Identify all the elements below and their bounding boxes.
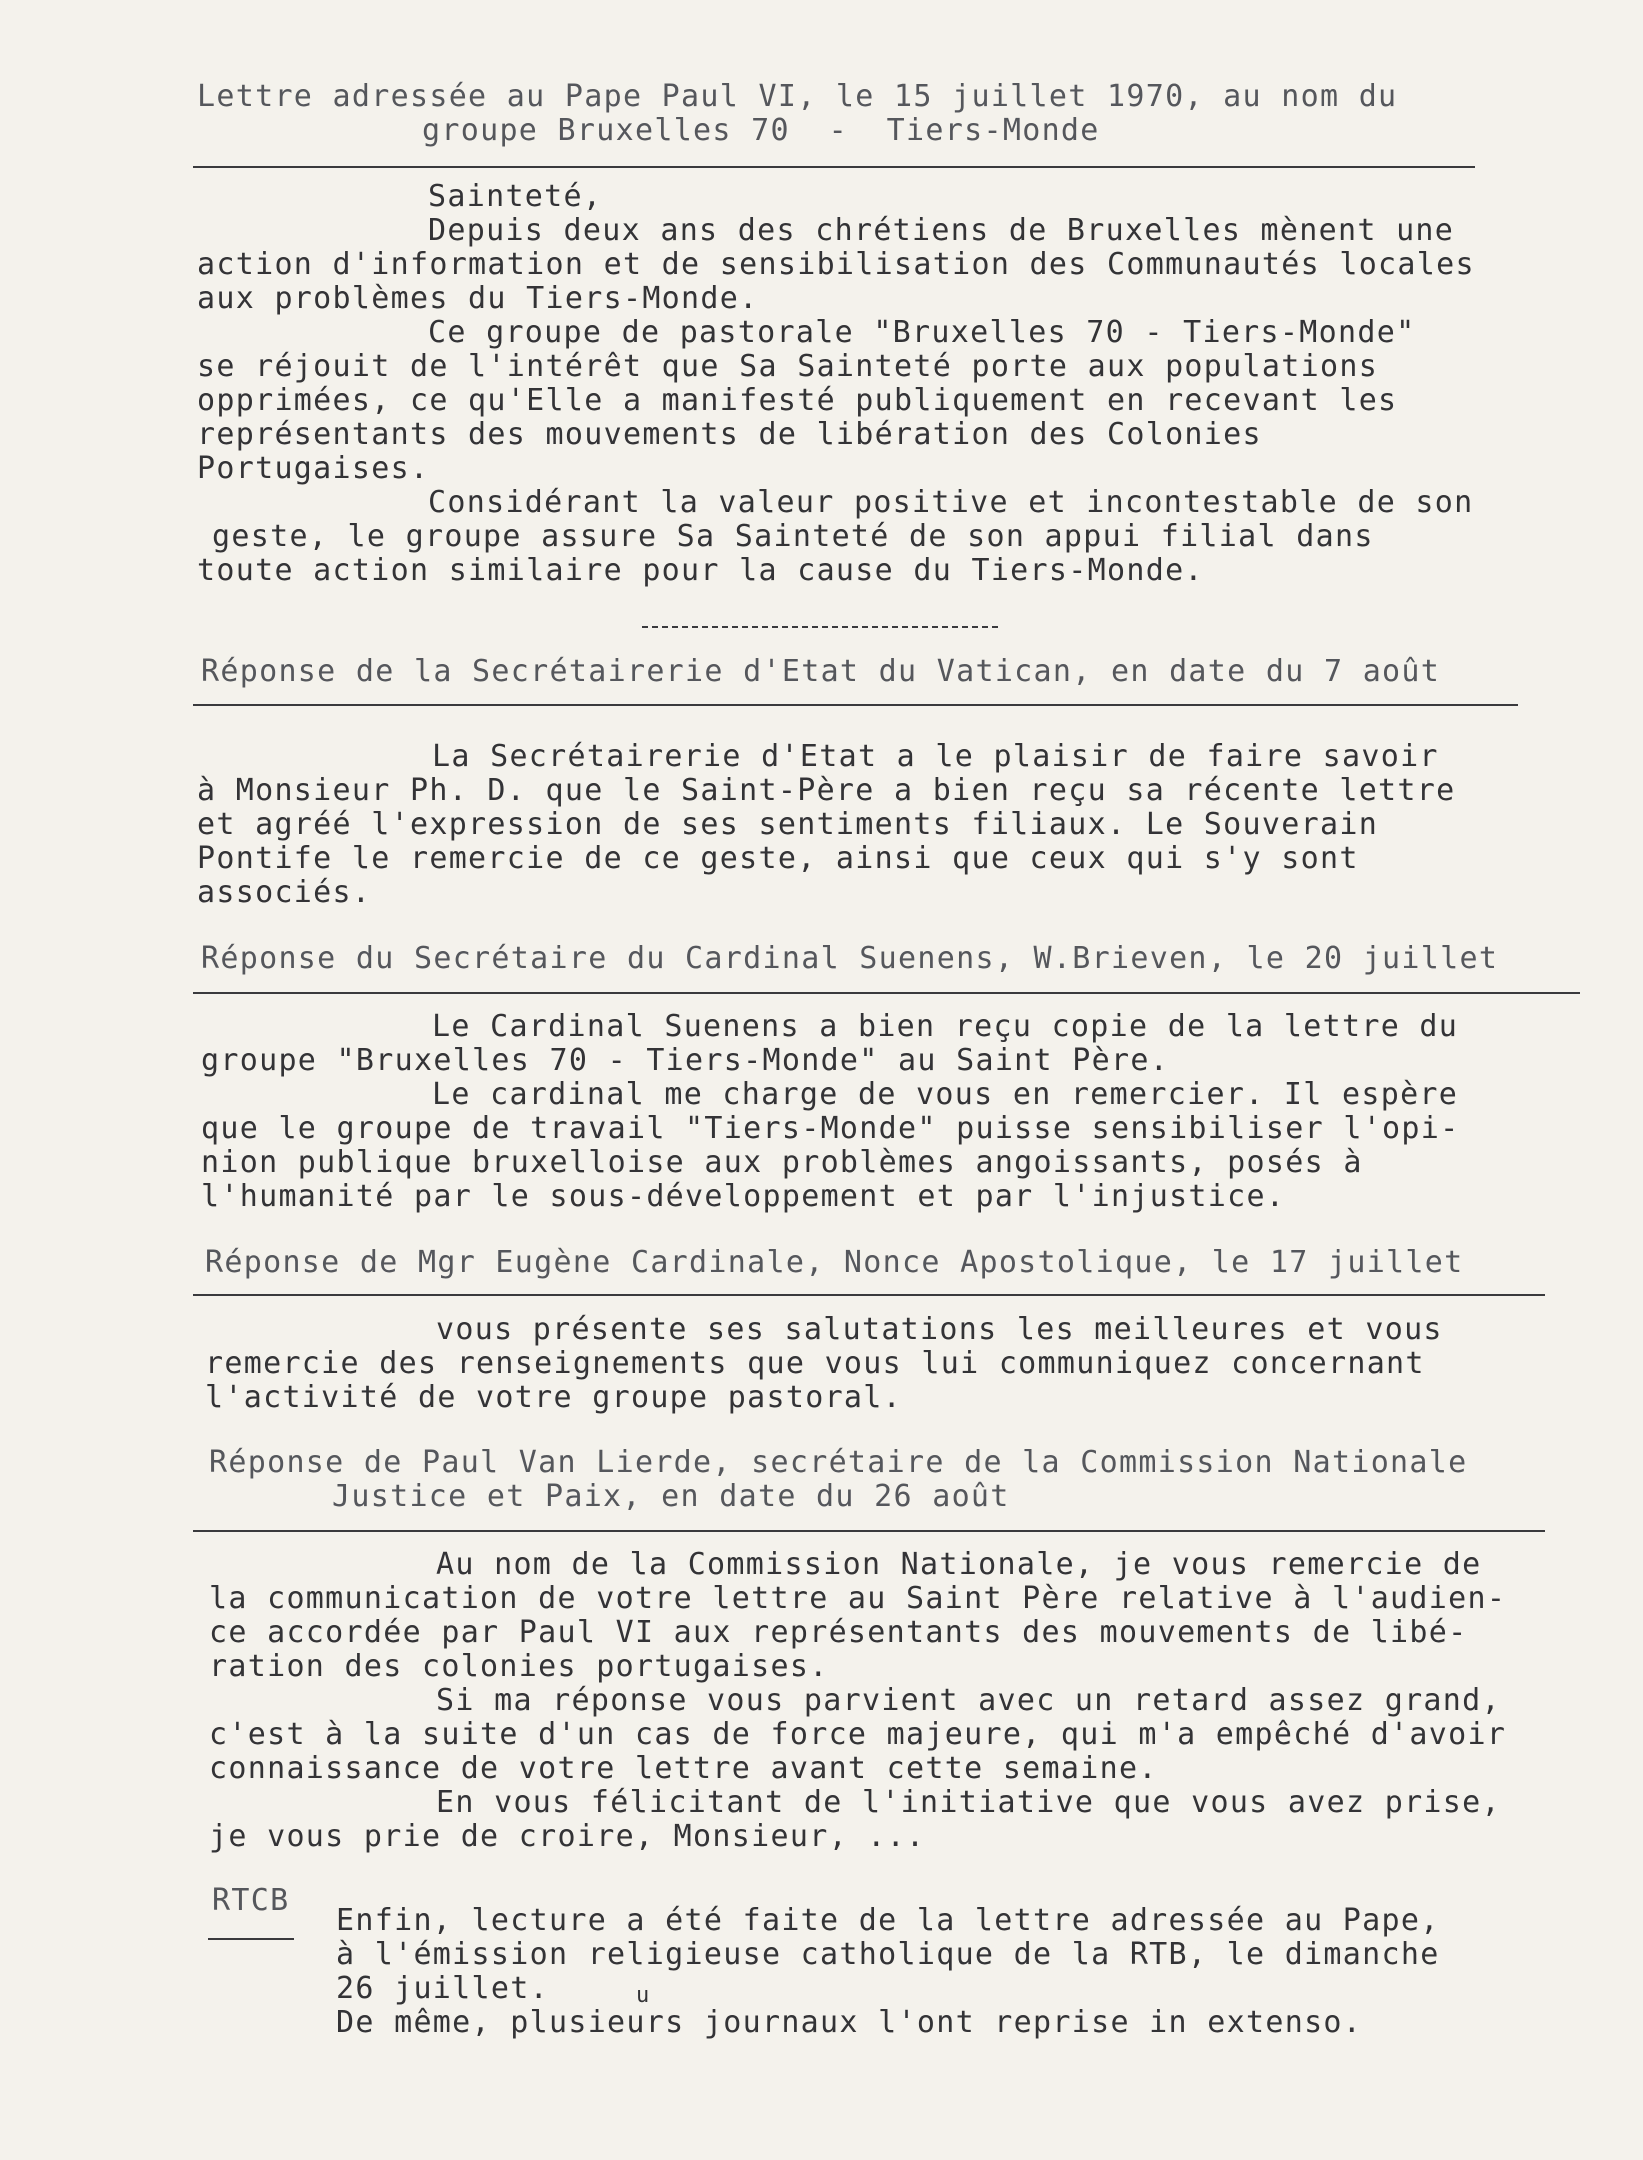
reply-line: La Secrétairerie d'Etat a le plaisir de faire savoir [432, 739, 1439, 774]
rtcb-line: 26 juillet. [336, 1971, 549, 2006]
reply-heading-underline [193, 1294, 1545, 1296]
document-title-line-1: Lettre adressée au Pape Paul VI, le 15 juillet 1970, au nom du [197, 79, 1398, 114]
reply-line: je vous prie de croire, Monsieur, ... [209, 1819, 926, 1854]
reply-line: c'est à la suite d'un cas de force majeure, qui m'a empêché d'avoir [209, 1717, 1507, 1752]
reply-heading-underline [193, 1530, 1545, 1532]
letter-line: Considérant la valeur positive et incontestable de son [428, 485, 1474, 520]
letter-line: aux problèmes du Tiers-Monde. [197, 281, 759, 316]
reply-line: et agréé l'expression de ses sentiments filiaux. Le Souverain [197, 807, 1379, 842]
letter-line: action d'information et de sensibilisation des Communautés locales [197, 247, 1475, 282]
reply-line: ration des colonies portugaises. [209, 1649, 829, 1684]
reply-line: En vous félicitant de l'initiative que vous avez prise, [436, 1785, 1501, 1820]
reply-line: remercie des renseignements que vous lui communiquez concernant [205, 1346, 1425, 1381]
reply-line: à Monsieur Ph. D. que le Saint-Père a bien reçu sa récente lettre [197, 773, 1456, 808]
reply-line: que le groupe de travail "Tiers-Monde" puisse sensibiliser l'opi- [201, 1111, 1460, 1146]
rtcb-underline [208, 1938, 294, 1940]
reply-line: groupe "Bruxelles 70 - Tiers-Monde" au Saint Père. [201, 1043, 1170, 1078]
letter-line: toute action similaire pour la cause du Tiers-Monde. [197, 553, 1204, 588]
rtcb-line: De même, plusieurs journaux l'ont reprise in extenso. [336, 2005, 1363, 2040]
reply-line: la communication de votre lettre au Saint Père relative à l'audien- [209, 1581, 1507, 1616]
reply-heading: Réponse de Paul Van Lierde, secrétaire de la Commission Nationale [209, 1445, 1468, 1480]
reply-line: vous présente ses salutations les meilleures et vous [436, 1312, 1443, 1347]
reply-line: ce accordée par Paul VI aux représentants des mouvements de libé- [209, 1615, 1468, 1650]
rtcb-line: à l'émission religieuse catholique de la RTB, le dimanche [336, 1937, 1440, 1972]
header-underline [193, 166, 1475, 168]
reply-heading: Justice et Paix, en date du 26 août [332, 1479, 1010, 1514]
letter-line: se réjouit de l'intérêt que Sa Sainteté porte aux populations [197, 349, 1379, 384]
letter-line: opprimées, ce qu'Elle a manifesté publiquement en recevant les [197, 383, 1398, 418]
letter-line: Ce groupe de pastorale "Bruxelles 70 - Tiers-Monde" [428, 315, 1416, 350]
reply-line: associés. [197, 875, 372, 910]
document-title-line-2: groupe Bruxelles 70 - Tiers-Monde [422, 113, 1100, 148]
handwritten-correction: u [636, 1983, 651, 2008]
letter-line: Portugaises. [197, 451, 430, 486]
reply-line: Le Cardinal Suenens a bien reçu copie de la lettre du [432, 1009, 1459, 1044]
reply-line: Pontife le remercie de ce geste, ainsi que ceux qui s'y sont [197, 841, 1359, 876]
letter-line: geste, le groupe assure Sa Sainteté de son appui filial dans [212, 519, 1374, 554]
reply-heading: Réponse de la Secrétairerie d'Etat du Vatican, en date du 7 août [201, 654, 1441, 689]
letter-line: représentants des mouvements de libération des Colonies [197, 417, 1262, 452]
reply-heading: Réponse de Mgr Eugène Cardinale, Nonce Apostolique, le 17 juillet [205, 1245, 1464, 1280]
reply-line: Au nom de la Commission Nationale, je vous remercie de [436, 1547, 1482, 1582]
reply-line: l'activité de votre groupe pastoral. [205, 1380, 903, 1415]
reply-line: Si ma réponse vous parvient avec un retard assez grand, [436, 1683, 1501, 1718]
letter-salutation: Sainteté, [428, 179, 603, 214]
reply-line: Le cardinal me charge de vous en remercier. Il espère [432, 1077, 1459, 1112]
reply-line: connaissance de votre lettre avant cette semaine. [209, 1751, 1158, 1786]
reply-line: l'humanité par le sous-développement et par l'injustice. [201, 1179, 1286, 1214]
reply-heading: Réponse du Secrétaire du Cardinal Suenens, W.Brieven, le 20 juillet [201, 941, 1499, 976]
reply-line: nion publique bruxelloise aux problèmes angoissants, posés à [201, 1145, 1363, 1180]
reply-heading-underline [193, 704, 1518, 706]
reply-heading-underline [193, 992, 1580, 994]
rtcb-line: Enfin, lecture a été faite de la lettre adressée au Pape, [336, 1903, 1440, 1938]
rtcb-label: RTCB [212, 1883, 290, 1918]
section-separator [642, 626, 998, 628]
letter-line: Depuis deux ans des chrétiens de Bruxelles mènent une [428, 213, 1455, 248]
